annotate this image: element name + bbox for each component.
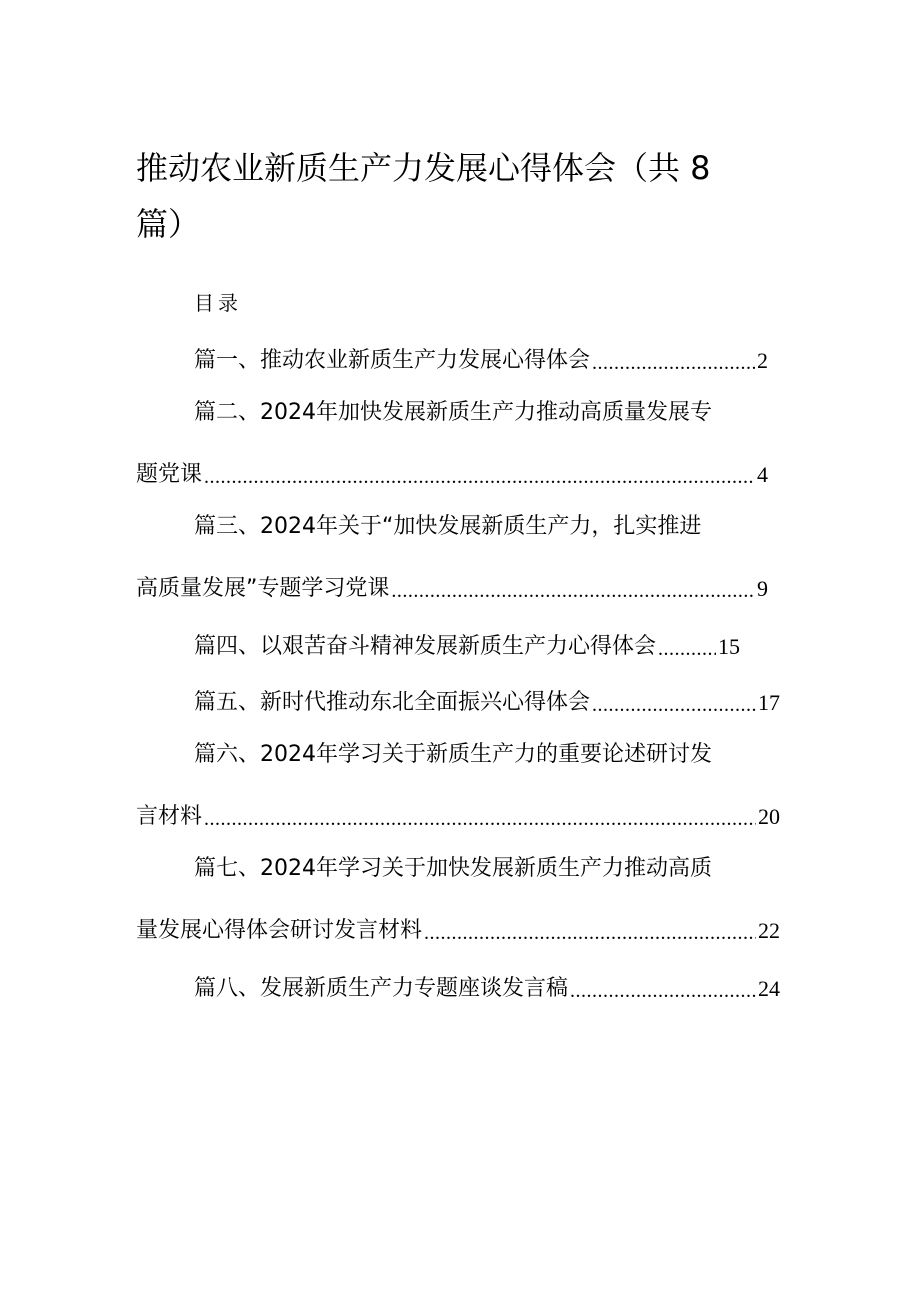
document-title-line-1: 推动农业新质生产力发展心得体会（共 8 — [136, 149, 711, 187]
toc-entry-6-line-1[interactable]: 篇六、2024年学习关于新质生产力的重要论述研讨发 — [194, 742, 712, 767]
toc-entry-6-line-2[interactable] — [136, 794, 780, 834]
document-title-line-2: 篇） — [136, 205, 201, 243]
toc-entry-1[interactable] — [194, 338, 768, 378]
toc-entry-text: 言材料 — [136, 804, 203, 829]
toc-entry-text: 题党课 — [136, 462, 203, 487]
toc-entry-8[interactable] — [194, 966, 780, 1006]
toc-entry-text: 篇四、以艰苦奋斗精神发展新质生产力心得体会 — [194, 634, 657, 659]
toc-leader-dots — [592, 690, 756, 720]
toc-leader-dots — [658, 634, 716, 664]
toc-entry-text: 高质量发展”专题学习党课 — [136, 576, 390, 601]
toc-leader-dots — [570, 976, 756, 1006]
toc-page-number: 20 — [758, 804, 780, 829]
document-title — [136, 140, 736, 252]
toc-page-number: 22 — [758, 918, 780, 943]
toc-leader-dots — [204, 462, 755, 492]
toc-entry-4[interactable] — [194, 624, 740, 664]
toc-entry-text: 量发展心得体会研讨发言材料 — [136, 918, 423, 943]
toc-entry-2-line-2[interactable] — [136, 452, 768, 492]
toc-entry-7-line-1[interactable]: 篇七、2024年学习关于加快发展新质生产力推动高质 — [194, 856, 712, 881]
toc-leader-dots — [204, 804, 756, 834]
toc-page-number: 9 — [757, 576, 768, 601]
toc-entry-text: 篇八、发展新质生产力专题座谈发言稿 — [194, 976, 569, 1001]
toc-page-number: 15 — [718, 634, 740, 659]
toc-entry-text: 篇五、新时代推动东北全面振兴心得体会 — [194, 690, 591, 715]
toc-page-number: 17 — [758, 690, 780, 715]
toc-entry-7-line-2[interactable] — [136, 908, 780, 948]
toc-page-number: 24 — [758, 976, 780, 1001]
toc-leader-dots — [391, 576, 755, 606]
toc-leader-dots — [592, 348, 755, 378]
toc-entry-2-line-1[interactable]: 篇二、2024年加快发展新质生产力推动高质量发展专 — [194, 400, 712, 425]
toc-entry-3-line-2[interactable] — [136, 566, 768, 606]
toc-page-number: 4 — [757, 462, 768, 487]
toc-entry-5[interactable] — [194, 680, 780, 720]
toc-entry-3-line-1[interactable]: 篇三、2024年关于“加快发展新质生产力，扎实推进 — [194, 514, 702, 539]
toc-heading: 目录 — [194, 291, 242, 315]
toc-entry-text: 篇一、推动农业新质生产力发展心得体会 — [194, 348, 591, 373]
toc-leader-dots — [424, 918, 756, 948]
toc-page-number: 2 — [757, 348, 768, 373]
